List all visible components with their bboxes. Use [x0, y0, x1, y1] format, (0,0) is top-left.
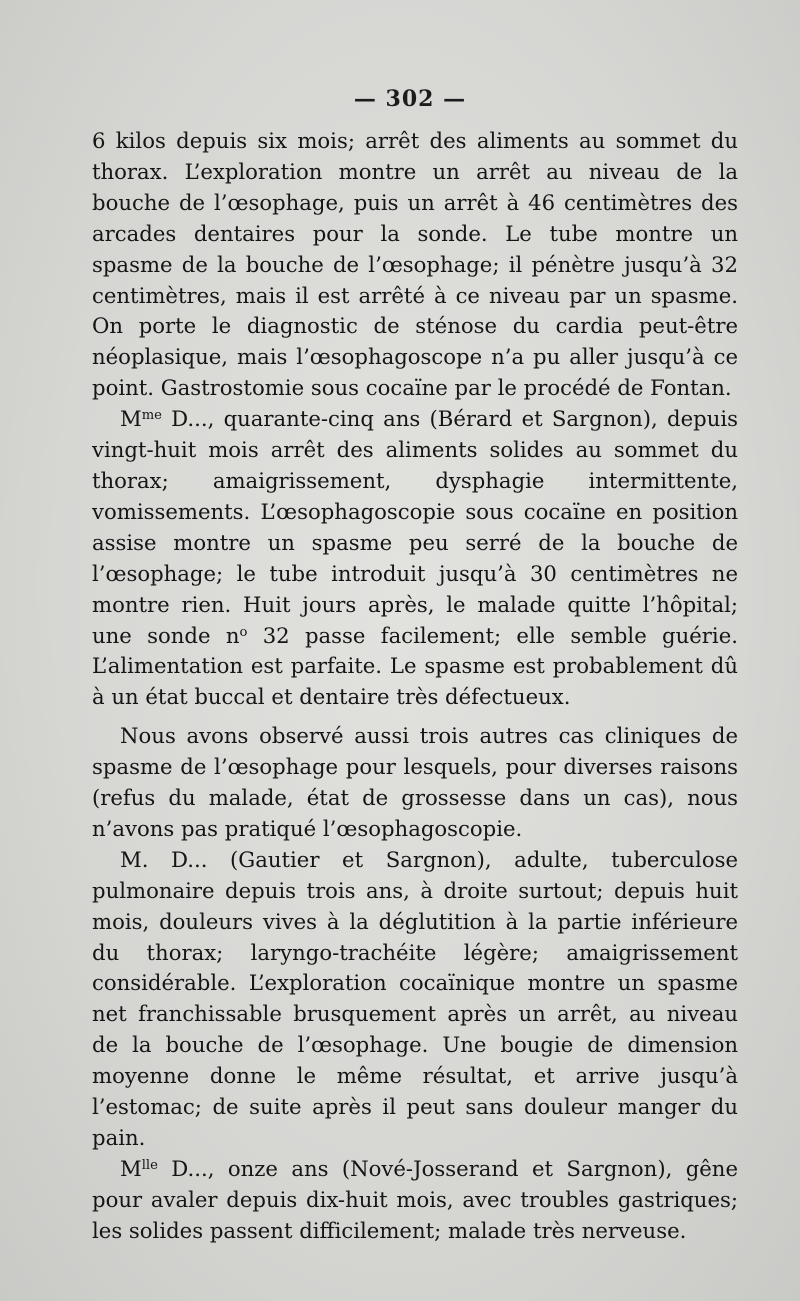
paragraph-5-text: D..., onze ans (Nové-Josserand et Sargnon), gêne pour avaler depuis dix-huit mois, avec troubles gastriques; les solides passent difficilement; malade très nerveuse.	[92, 1155, 738, 1243]
paragraph-1: 6 kilos depuis six mois; arrêt des aliments au sommet du thorax. L’exploration montre un arrêt au niveau de la bouche de l’œsophage, puis un arrêt à 46 centimètres des arcades dentaires pour la sonde. Le tube montre un spasme de la bouche de l’œsophage; il pénètre jusqu’à 32 centimètres, mais il est arrêté à ce niveau par un spasme. On porte le diagnostic de sténose du cardia peut-être néoplasique, mais l’œsophagoscope n’a pu aller jusqu’à ce point. Gastrostomie sous cocaïne par le procédé de Fontan.	[92, 128, 738, 401]
honorific-superscript: me	[141, 407, 162, 423]
page-number: — 302 —	[353, 86, 467, 112]
paragraph-2-text-end: 32 passe facilement; elle semble guérie. L’alimentation est parfaite. Le spasme est probablement dû à un état buccal et dentaire très défectueux.	[92, 622, 738, 710]
number-abbrev-superscript: o	[239, 624, 248, 640]
number-abbrev: n	[225, 622, 240, 648]
honorific-superscript: lle	[141, 1157, 158, 1173]
body-text	[92, 126, 738, 1247]
honorific: M	[120, 406, 142, 432]
paragraph-5	[92, 1154, 738, 1247]
paragraph-2	[92, 404, 738, 713]
paragraph-4: M. D... (Gautier et Sargnon), adulte, tuberculose pulmonaire depuis trois ans, à droite surtout; depuis huit mois, douleurs vives à la déglutition à la partie inférieure du thorax; laryngo-trachéite légère; amaigrissement considérable. L’exploration cocaïnique montre un spasme net franchissable brusquement après un arrêt, au niveau de la bouche de l’œsophage. Une bougie de dimension moyenne donne le même résultat, et arrive jusqu’à l’estomac; de suite après il peut sans douleur manger du pain.	[92, 846, 738, 1150]
paragraph-3: Nous avons observé aussi trois autres cas cliniques de spasme de l’œsophage pour lesquels, pour diverses raisons (refus du malade, état de grossesse dans un cas), nous n’avons pas pratiqué l’œsophagoscopie.	[92, 723, 738, 841]
paragraph-2-text: D..., quarante-cinq ans (Bérard et Sargnon), depuis vingt-huit mois arrêt des aliments solides au sommet du thorax; amaigrissement, dysphagie intermittente, vomissements. L’œsophagoscopie sous cocaïne en position assise montre un spasme peu serré de la bouche de l’œsophage; le tube introduit jusqu’à 30 centimètres ne montre rien. Huit jours après, le malade quitte l’hôpital; une sonde	[92, 406, 738, 648]
honorific: M	[120, 1155, 142, 1181]
